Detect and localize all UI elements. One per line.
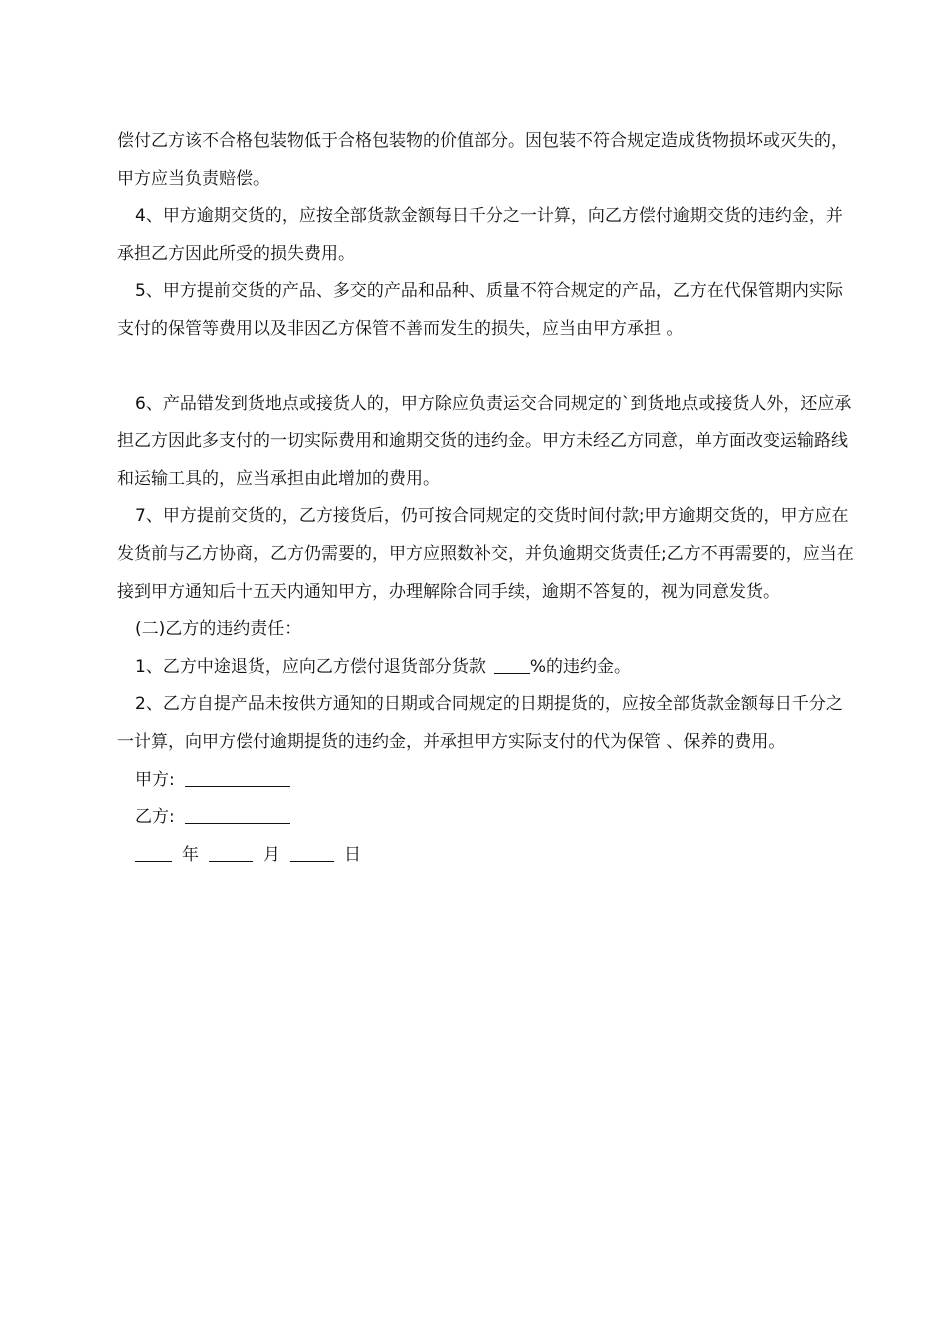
day-label: 日 <box>344 844 361 865</box>
signature-party-a <box>117 762 857 800</box>
month-label: 月 <box>263 844 280 865</box>
month-blank <box>209 843 253 862</box>
party-a-label: 甲方: <box>135 769 175 790</box>
signature-party-b <box>117 799 857 837</box>
percent-blank <box>494 655 530 674</box>
year-label: 年 <box>182 844 199 865</box>
paragraph-item-4: 4、甲方逾期交货的，应按全部货款金额每日千分之一计算，向乙方偿付逾期交货的违约金，并承担乙方因此所受的损失费用。 <box>117 206 843 264</box>
paragraph-spacer <box>117 349 857 386</box>
paragraph-b-item-2: 2、乙方自提产品未按供方通知的日期或合同规定的日期提货的，应按全部货款金额每日千分之一计算，向甲方偿付逾期提货的违约金，并承担甲方实际支付的代为保管 、保养的费用。 <box>117 694 843 752</box>
b-item-1-suffix: %的违约金。 <box>529 656 631 677</box>
party-b-blank <box>185 805 290 824</box>
paragraph-item-7: 7、甲方提前交货的，乙方接货后，仍可按合同规定的交货时间付款;甲方逾期交货的，甲方应在发货前与乙方协商，乙方仍需要的，甲方应照数补交，并负逾期交货责任;乙方不再需要的，应当在接到甲方通知后十五天内通知甲方，办理解除合同手续，逾期不答复的，视为同意发货。 <box>117 506 854 602</box>
paragraph-item-6: 6、产品错发到货地点或接货人的，甲方除应负责运交合同规定的`到货地点或接货人外，还应承担乙方因此多支付的一切实际费用和逾期交货的违约金。甲方未经乙方同意，单方面改变运输路线和运输工具的，应当承担由此增加的费用。 <box>117 393 852 489</box>
signature-date <box>117 837 857 875</box>
document-body <box>117 123 857 874</box>
party-a-blank <box>185 768 290 787</box>
day-blank <box>290 843 334 862</box>
year-blank <box>135 843 172 862</box>
party-b-label: 乙方: <box>135 807 175 828</box>
paragraph-item-5: 5、甲方提前交货的产品、多交的产品和品种、质量不符合规定的产品，乙方在代保管期内实际支付的保管等费用以及非因乙方保管不善而发生的损失，应当由甲方承担 。 <box>117 281 843 339</box>
paragraph-continuation: 偿付乙方该不合格包装物低于合格包装物的价值部分。因包装不符合规定造成货物损坏或灭失的，甲方应当负责赔偿。 <box>117 131 848 189</box>
b-item-1-text: 1、乙方中途退货，应向乙方偿付退货部分货款 <box>135 656 486 677</box>
paragraph-b-item-1 <box>117 649 857 687</box>
section-heading-party-b-liability: (二)乙方的违约责任： <box>135 619 302 640</box>
